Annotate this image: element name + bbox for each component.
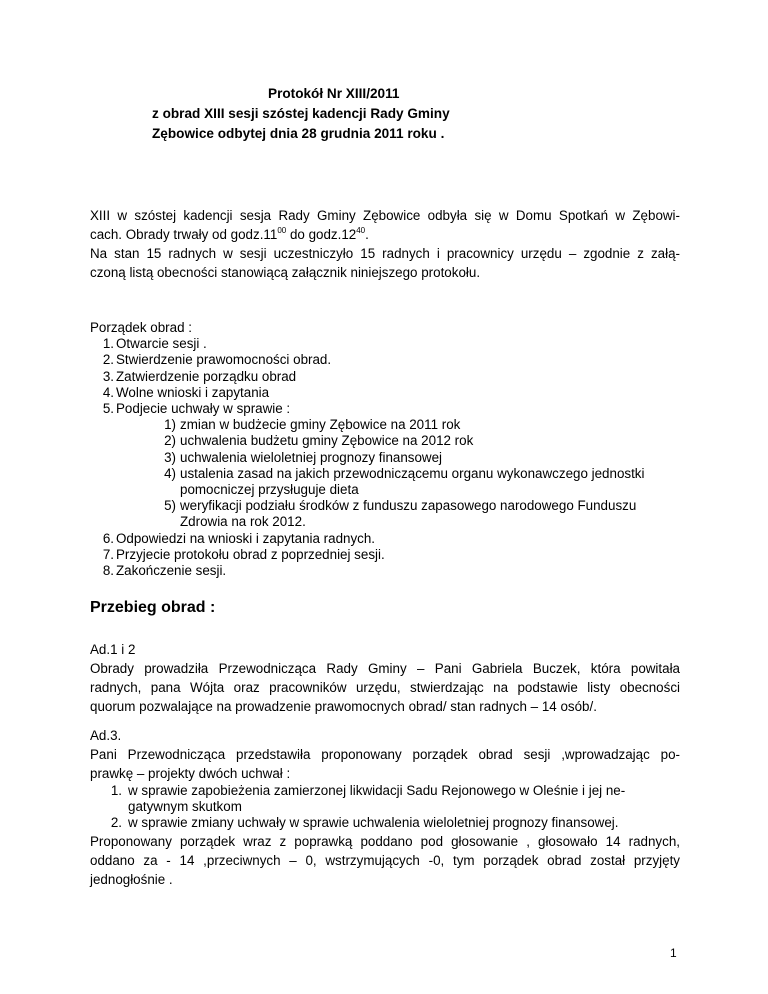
ad3-list-item: 2. w sprawie zmiany uchwały w sprawie uchwalenia wieloletniej prognozy finansowej. [110,815,619,831]
ad12-line: radnych, pana Wójta oraz pracowników urzędu, stwierdzając na podstawie listy obecności [90,680,680,695]
agenda-item-continuation: Zdrowia na rok 2012. [180,514,306,530]
ad12-paragraph [90,640,680,716]
agenda-item-number: 5) [164,498,176,514]
agenda-item-text: Przyjecie protokołu obrad z poprzedniej sesji. [116,546,385,562]
agenda-item-continuation: pomocniczej przysługuje dieta [180,482,359,498]
ad3-line: Pani Przewodnicząca przedstawiła proponowany porządek obrad sesji ,wprowadzając po- [90,747,680,762]
agenda-item [90,547,680,563]
title-line-1: Protokół Nr XIII/2011 [268,86,400,101]
ad3-line: jednogłośnie . [90,871,173,887]
agenda [90,320,680,579]
agenda-item [90,433,680,449]
agenda-item [90,369,680,385]
intro-line: cach. Obrady trwały od $godz.11^{00}$ do $godz.12^{40}$. [90,226,369,242]
agenda-item [90,498,680,514]
ad3-paragraph [90,726,680,889]
agenda-item [90,466,680,482]
agenda-heading: Porządek obrad : [90,320,192,335]
title-line-3: Zębowice odbytej dnia 28 grudnia 2011 roku . [152,126,445,141]
agenda-list [90,336,680,579]
ad3-line: prawkę – projekty dwóch uchwał : [90,766,291,781]
ad12-label: Ad.1 i 2 [90,642,136,657]
ad12-line: Obrady prowadziła Przewodnicząca Rady Gminy – Pani Gabriela Buczek, która powitała [90,661,680,676]
agenda-item-number: 7. [102,546,114,562]
agenda-item-text: Zakończenie sesji. [116,563,227,579]
section-heading: Przebieg obrad : [90,599,216,616]
agenda-item [90,385,680,401]
agenda-item-text: uchwalenia wieloletniej prognozy finansowej [180,449,443,465]
agenda-item [90,417,680,433]
ad12-line: quorum pozwalające na prowadzenie prawomocnych obrad/ stan radnych – 14 osób/. [90,699,597,714]
intro-line: Na stan 15 radnych w sesji uczestniczyło 15 radnych i pracownicy urzędu – zgodnie z załą- [90,246,680,261]
agenda-item-text: Zatwierdzenie porządku obrad [116,368,297,384]
ad3-label: Ad.3. [90,728,122,743]
agenda-item [90,450,680,466]
agenda-item-text: Otwarcie sesji . [116,336,207,352]
agenda-item-number: 6. [102,530,114,546]
title-line-2: z obrad XIII sesji szóstej kadencji Rady Gminy [152,106,450,121]
intro-line: XIII w szóstej kadencji sesja Rady Gminy Zębowice odbyła się w Domu Spotkań w Zębowi- [90,208,680,223]
ad3-list-item: 1. w sprawie zapobieżenia zamierzonej likwidacji Sadu Rejonowego w Oleśnie i jej ne- [110,783,626,798]
agenda-item [90,531,680,547]
agenda-item [90,352,680,368]
agenda-item-text: Odpowiedzi na wnioski i zapytania radnych. [116,530,376,546]
agenda-item-text: Wolne wnioski i zapytania [116,384,270,400]
agenda-item-number: 3. [102,368,114,384]
agenda-item-text: zmian w budżecie gminy Zębowice na 2011 rok [180,417,461,433]
agenda-item-number: 4) [164,465,176,481]
page-number: 1 [670,946,677,960]
agenda-item-number: 1. [102,336,114,352]
agenda-item [90,563,680,579]
intro-paragraph [90,206,680,282]
agenda-item-number: 5. [102,401,114,417]
ad3-line: oddano za - 14 ,przeciwnych – 0, wstrzymujących -0, tym porządek obrad został przyjęty [90,852,680,868]
agenda-item-number: 2) [164,433,176,449]
agenda-item-number: 2. [102,352,114,368]
agenda-item [90,401,680,417]
agenda-item-number: 4. [102,384,114,400]
agenda-item-text: Stwierdzenie prawomocności obrad. [116,352,332,368]
agenda-item-text: uchwalenia budżetu gminy Zębowice na 2012 rok [180,433,474,449]
agenda-item-text: ustalenia zasad na jakich przewodniczącemu organu wykonawczego jednostki [180,465,645,481]
intro-line: czoną listą obecności stanowiącą załącznik niniejszego protokołu. [90,265,481,280]
agenda-item-number: 1) [164,417,176,433]
agenda-item-text: weryfikacji podziału środków z funduszu zapasowego narodowego Funduszu [180,498,637,514]
agenda-item-number: 8. [102,563,114,579]
ad3-line: Proponowany porządek wraz z poprawką poddano pod głosowanie , głosowało 14 radnych, [90,833,680,849]
agenda-item [90,336,680,352]
agenda-item-number: 3) [164,449,176,465]
ad3-list-item-cont: gatywnym skutkom [128,799,242,815]
agenda-item-text: Podjecie uchwały w sprawie : [116,401,291,417]
